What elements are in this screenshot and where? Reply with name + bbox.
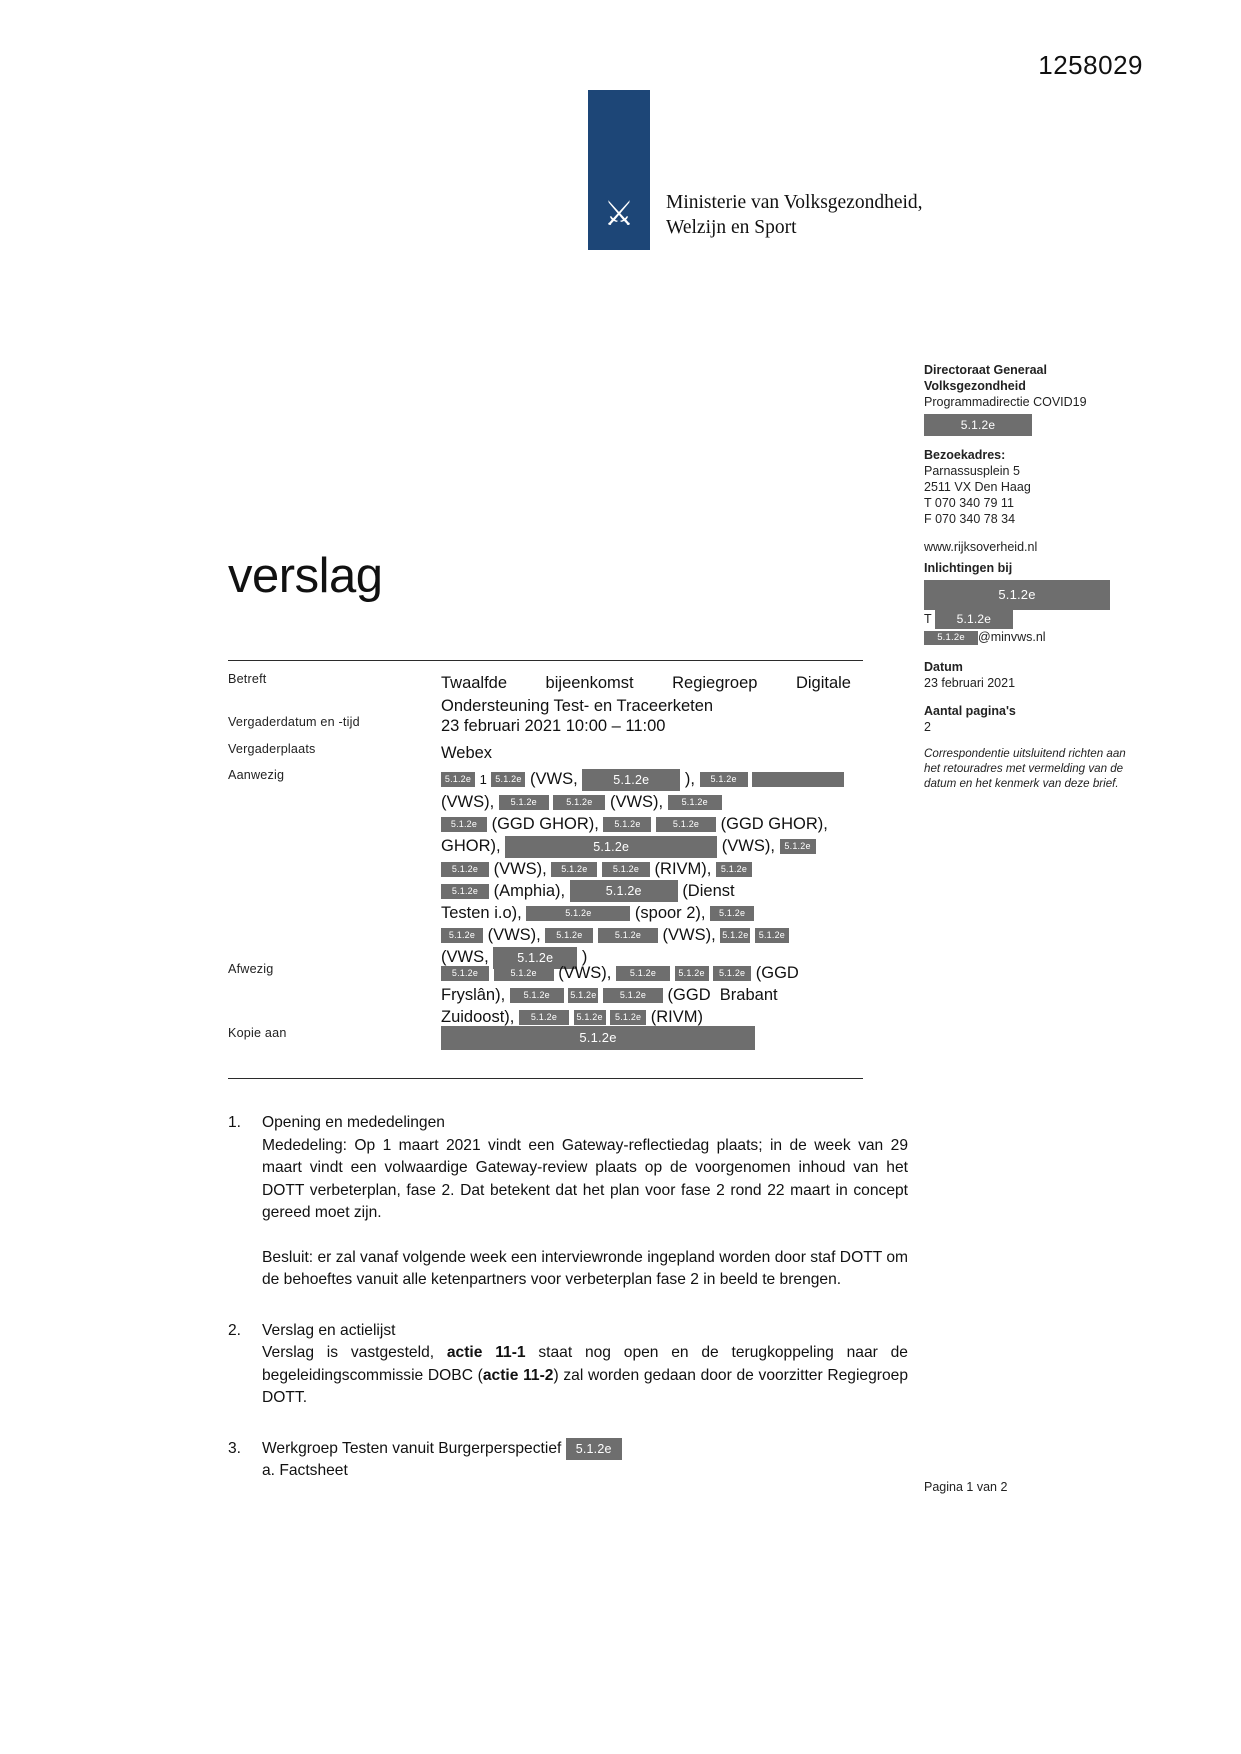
aanwezig-fragment: (VWS,	[530, 770, 578, 788]
redaction-item: 5.1.2e	[493, 947, 577, 969]
divider-bottom	[228, 1078, 863, 1079]
redaction-item: 5.1.2e	[582, 769, 680, 791]
aanwezig-fragment: (RIVM),	[654, 859, 712, 878]
date-block	[924, 659, 1134, 691]
document-number: 1258029	[1038, 50, 1143, 80]
visit-line3: T 070 340 79 11	[924, 496, 1014, 511]
paragraph-part: staat nog open en de terugkoppeling naar de begeleidingscommissie DOBC (	[262, 1344, 908, 1384]
agenda-paragraph: Besluit: er zal vanaf volgende week een interviewronde ingepland worden door staf DOTT om de behoeftes vanuit alle ketenpartners voor verbeterplan fase 2 in beeld te brengen.	[262, 1248, 908, 1288]
agenda-item-2	[228, 1320, 908, 1410]
redaction-item: 5.1.2e	[519, 1010, 569, 1025]
redaction-item: 5.1.2e	[441, 862, 489, 877]
aanwezig-fragment: )	[581, 948, 588, 967]
redaction-item: 5.1.2e	[603, 817, 651, 832]
ministry-logo	[588, 90, 1008, 270]
value-betreft: Twaalfde bijeenkomst Regiegroep Digitale Ondersteuning Test- en Traceerketen	[441, 674, 851, 715]
visiting-address-block	[924, 447, 1134, 528]
value-aanwezig: 5.1.2e 1 5.1.2e (VWS, 5.1.2e ), 5.1.2e (VWS), 5.1.2e 5.1.2e (VWS), 5.1.2e 5.1.2e (GGD GHOR), 5.1.2e 5.1.2e (GGD GHOR), GHOR), 5.1.2e (VWS), 5.1.2e 5.1.2e (VWS), 5.1.2e 5.1.2e (RIVM), 5.1.2e 5.1.2e (Amphia), 5.1.2e (Dienst Testen i.o), 5.1.2e (spoor 2), 5.1.2e 5.1.2e (VWS), 5.1.2e 5.1.2e (VWS), 5.1.2e 5.1.2e (VWS, 5.1.2e )	[441, 768, 853, 969]
visit-line1: Parnassusplein 5	[924, 463, 1020, 478]
redaction-item: 5.1.2e	[441, 817, 487, 832]
label-kopie-aan: Kopie aan	[228, 1026, 287, 1040]
agenda-list	[228, 1112, 908, 1497]
aanwezig-fragment: (spoor 2),	[634, 904, 706, 923]
aanwezig-fragment: (VWS),	[441, 793, 495, 811]
divider-top	[228, 660, 863, 661]
date-value: 23 februari 2021	[924, 676, 1016, 691]
date-label: Datum	[924, 660, 963, 675]
website-url: www.rijksoverheid.nl	[924, 539, 1038, 554]
redaction-item: 5.1.2e	[700, 772, 748, 787]
pages-value: 2	[924, 719, 931, 734]
redaction-item: 5.1.2e	[716, 862, 752, 877]
label-vergaderdatum: Vergaderdatum en -tijd	[228, 715, 360, 729]
meta-column	[924, 362, 1134, 802]
redaction-item: 5.1.2e	[610, 1010, 646, 1025]
redaction-item: 5.1.2e	[491, 772, 525, 787]
redaction-item: 5.1.2e	[603, 988, 663, 1003]
redaction-item: 5.1.2e	[755, 928, 789, 943]
redaction-item: 5.1.2e	[598, 928, 658, 943]
label-vergaderplaats: Vergaderplaats	[228, 742, 316, 756]
agenda-heading: Verslag en actielijst	[262, 1321, 396, 1339]
redaction-item: 5.1.2e	[656, 817, 716, 832]
redaction-item: 5.1.2e	[545, 928, 593, 943]
aanwezig-fragment: (VWS),	[487, 926, 541, 945]
redaction-item: 5.1.2e	[713, 966, 751, 981]
action-11-1: actie 11-1	[446, 1344, 526, 1361]
redaction-item: 5.1.2e	[551, 862, 597, 877]
agenda-item-3	[228, 1438, 908, 1483]
value-vergaderdatum: 23 februari 2021 10:00 – 11:00	[441, 717, 666, 735]
redaction-item: 5.1.2e	[668, 795, 722, 810]
value-vergaderplaats: Webex	[441, 744, 493, 762]
page-title: verslag	[228, 549, 383, 603]
org-line3: Programmadirectie COVID19	[924, 395, 1087, 410]
redaction-email: 5.1.2e	[924, 631, 978, 645]
redaction-item: 5.1.2e	[441, 884, 489, 899]
ministry-name	[666, 190, 923, 240]
aanwezig-fragment: (VWS),	[493, 859, 547, 878]
paragraph-part: ) zal worden gedaan door de voorzitter Regiegroep DOTT.	[262, 1366, 908, 1406]
org-line1: Directoraat Generaal	[924, 363, 1047, 377]
correspondence-notice: Correspondentie uitsluitend richten aan het retouradres met vermelding van de datum en het kenmerk van deze brief.	[924, 747, 1126, 791]
afwezig-fragment: (VWS),	[558, 964, 612, 982]
agenda-paragraph: Mededeling: Op 1 maart 2021 vindt een Gateway-reflectiedag plaats; in de week van 29 maart vindt een volwaardige Gateway-review plaats op de voorgenomen inhoud van het DOTT verbeterplan, fase 2. Dat betekent dat het plan voor fase 2 rond 22 maart in concept gereed moet zijn.	[262, 1136, 908, 1221]
aanwezig-fragment: (VWS),	[609, 793, 664, 811]
netherlands-coat-of-arms-icon: ⚔	[603, 195, 635, 233]
email-suffix: @minvws.nl	[978, 630, 1046, 645]
redaction-item: 5.1.2e	[675, 966, 709, 981]
aanwezig-fragment: ),	[684, 770, 695, 788]
value-afwezig: 5.1.2e 5.1.2e (VWS), 5.1.2e 5.1.2e 5.1.2e (GGD Fryslân), 5.1.2e 5.1.2e 5.1.2e (GGD Brabant Zuidoost), 5.1.2e 5.1.2e 5.1.2e (RIVM)	[441, 964, 799, 1026]
aanwezig-fragment: (Amphia),	[493, 881, 566, 900]
ministry-name-line1: Ministerie van Volksgezondheid,	[666, 192, 923, 213]
redaction-item: 5.1.2e	[720, 928, 750, 943]
information-block	[924, 560, 1134, 645]
org-line2: Volksgezondheid	[924, 379, 1026, 394]
redaction-item: 5.1.2e	[441, 966, 489, 981]
paragraph-part: Verslag is vastgesteld,	[262, 1344, 447, 1361]
agenda-item-1	[228, 1112, 908, 1292]
aanwezig-fragment: (VWS),	[721, 837, 775, 855]
website-block	[924, 539, 1134, 555]
aanwezig-fragment: (VWS),	[662, 926, 716, 945]
agenda-heading-text: Werkgroep Testen vanuit Burgerperspectief	[262, 1439, 562, 1457]
redaction-item: 5.1.2e	[570, 880, 678, 902]
agenda-number: 3.	[228, 1439, 242, 1457]
organisation-block	[924, 362, 1134, 436]
page-footer: Pagina 1 van 2	[924, 1480, 1008, 1494]
redaction-item: 5.1.2e	[441, 772, 475, 787]
agenda-subitem: a. Factsheet	[262, 1462, 348, 1480]
label-betreft: Betreft	[228, 672, 267, 686]
label-afwezig: Afwezig	[228, 962, 274, 976]
redaction-item: 5.1.2e	[499, 795, 549, 810]
redaction-item: 5.1.2e	[526, 906, 630, 921]
aanwezig-fragment: (VWS,	[441, 948, 489, 967]
agenda-heading	[262, 1438, 908, 1461]
redaction-item: 5.1.2e	[510, 988, 564, 1003]
value-kopie-aan	[441, 1026, 853, 1050]
action-11-2: actie 11-2	[482, 1366, 554, 1384]
agenda-paragraph	[262, 1342, 908, 1410]
visit-line2: 2511 VX Den Haag	[924, 480, 1031, 495]
agenda-number: 1.	[228, 1114, 242, 1131]
redaction-item: 5.1.2e	[574, 1010, 606, 1025]
redaction-info: 5.1.2e	[924, 580, 1110, 610]
redaction-item: 5.1.2e	[568, 988, 598, 1003]
redaction-item: 5.1.2e	[780, 839, 816, 854]
aanwezig-fragment: (GGD GHOR),	[720, 815, 828, 833]
info-label: Inlichtingen bij	[924, 560, 1013, 575]
redaction-item: 5.1.2e	[494, 966, 554, 981]
pages-label: Aantal pagina's	[924, 703, 1016, 718]
redaction-item: 5.1.2e	[441, 1026, 755, 1050]
redaction-item: 5.1.2e	[553, 795, 605, 810]
redaction-item: 5.1.2e	[566, 1438, 622, 1460]
redaction-item	[752, 772, 844, 787]
afwezig-fragment: (RIVM)	[650, 1008, 703, 1026]
redaction-item: 5.1.2e	[616, 966, 670, 981]
redaction-item: 5.1.2e	[505, 836, 717, 858]
agenda-heading: Opening en mededelingen	[262, 1114, 445, 1131]
pages-block	[924, 703, 1134, 735]
redaction-item: 5.1.2e	[602, 862, 650, 877]
visit-line4: F 070 340 78 34	[924, 512, 1016, 527]
redaction-item: 5.1.2e	[710, 906, 754, 921]
redaction-phone: 5.1.2e	[935, 610, 1013, 629]
aanwezig-fragment: (GGD GHOR),	[491, 815, 599, 833]
phone-prefix: T	[924, 611, 932, 626]
redaction-item: 5.1.2e	[441, 928, 483, 943]
visit-label: Bezoekadres:	[924, 447, 1006, 462]
redaction-org: 5.1.2e	[924, 414, 1032, 436]
ministry-name-line2: Welzijn en Sport	[666, 217, 797, 238]
label-aanwezig: Aanwezig	[228, 768, 285, 782]
agenda-number: 2.	[228, 1321, 242, 1339]
